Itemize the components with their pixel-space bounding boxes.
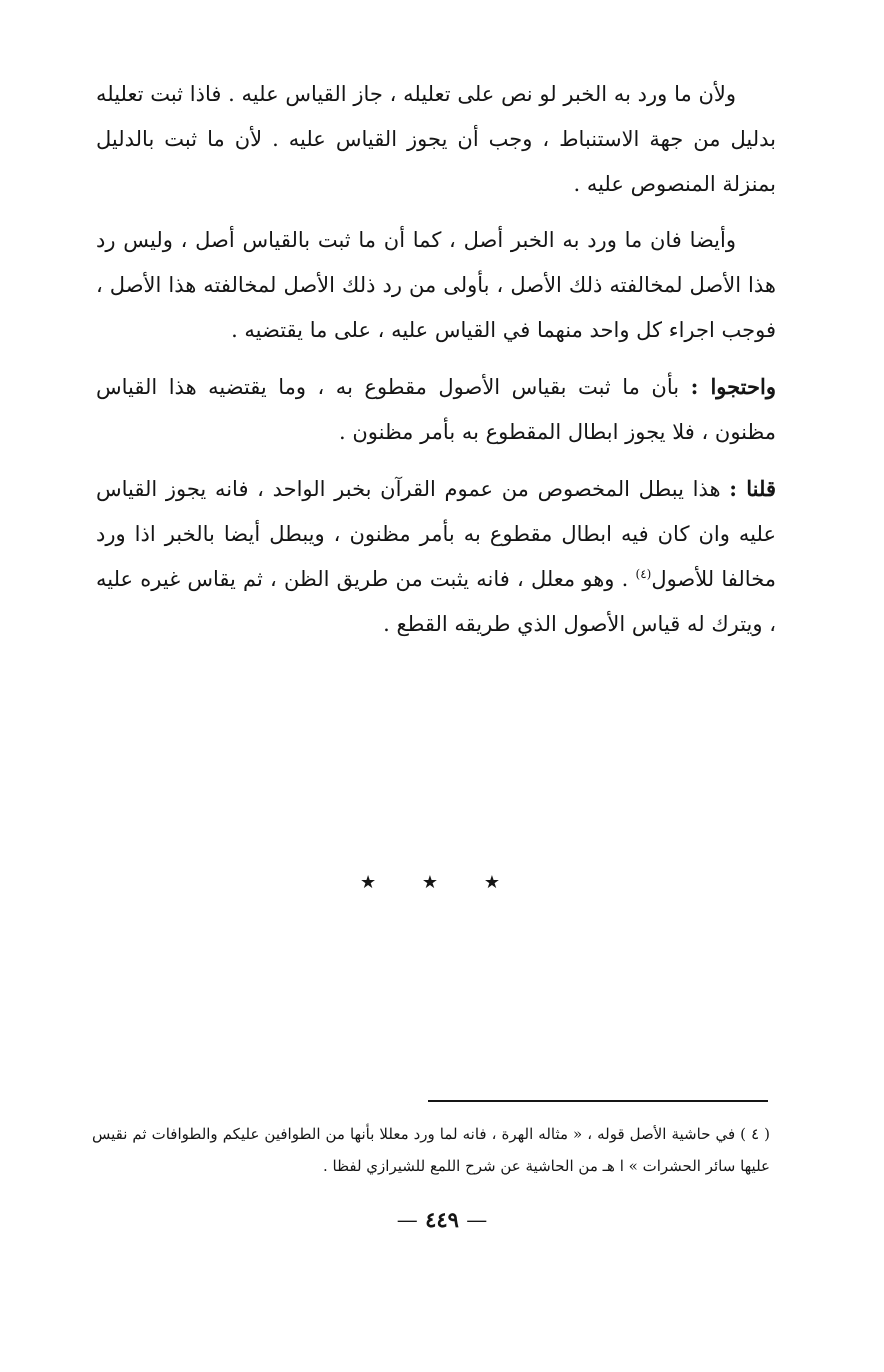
section-divider bbox=[360, 872, 500, 893]
page-number-value: ٤٤٩ bbox=[425, 1207, 459, 1232]
footnote bbox=[92, 1118, 770, 1182]
footnote-text: ( ٤ ) في حاشية الأصل قوله ، « مثاله الهرة ، فانه لما ورد معللا بأنها من الطوافين عليكم والطوافات ثم نقيس عليها سائر الحشرات » ا هـ من الحاشية عن شرح اللمع للشيرازي لفظا . bbox=[92, 1125, 770, 1175]
paragraph-4-text: هذا يبطل المخصوص من عموم القرآن بخبر الواحد ، فانه يجوز القياس عليه وان كان فيه ابطال مقطوع به بأمر مظنون ، ويبطل أيضا بالخبر اذا ورد مخالفا للأصول bbox=[96, 477, 777, 591]
footnote-separator bbox=[428, 1100, 768, 1102]
paragraph-4 bbox=[96, 466, 776, 647]
page-number bbox=[342, 1207, 542, 1232]
paragraph-1-text: ولأن ما ورد به الخبر لو نص على تعليله ، جاز القياس عليه . فاذا ثبت تعليله بدليل من جهة الاستنباط ، وجب أن يجوز القياس عليه . لأن ما ثبت بالدليل بمنزلة المنصوص عليه . bbox=[96, 82, 776, 196]
footnote-reference[interactable]: (٤) bbox=[635, 567, 652, 581]
paragraph-3-lead: واحتجوا : bbox=[690, 374, 776, 399]
paragraph-4-text-continued: . وهو معلل ، فانه يثبت من طريق الظن ، ثم يقاس غيره عليه ، ويترك له قياس الأصول الذي طريقه القطع . bbox=[96, 567, 776, 636]
main-text bbox=[96, 72, 776, 658]
paragraph-4-lead: قلنا : bbox=[729, 476, 776, 501]
star-icon: ★ bbox=[483, 872, 500, 893]
page-number-dash-left: — bbox=[466, 1208, 488, 1232]
paragraph-2-text: وأيضا فان ما ورد به الخبر أصل ، كما أن ما ثبت بالقياس أصل ، وليس رد هذا الأصل لمخالفته ذلك الأصل ، بأولى من رد ذلك الأصل لمخالفته هذا الأصل ، فوجب اجراء كل واحد منهما في القياس عليه ، على ما يقتضيه . bbox=[96, 228, 776, 342]
page-number-dash-right: — bbox=[396, 1208, 418, 1232]
star-icon: ★ bbox=[421, 872, 439, 893]
paragraph-2 bbox=[96, 218, 776, 353]
paragraph-3 bbox=[96, 364, 776, 455]
paragraph-1 bbox=[96, 72, 776, 207]
star-icon: ★ bbox=[360, 872, 377, 893]
paragraph-3-text: بأن ما ثبت بقياس الأصول مقطوع به ، وما يقتضيه هذا القياس مظنون ، فلا يجوز ابطال المقطوع به بأمر مظنون . bbox=[96, 375, 776, 444]
